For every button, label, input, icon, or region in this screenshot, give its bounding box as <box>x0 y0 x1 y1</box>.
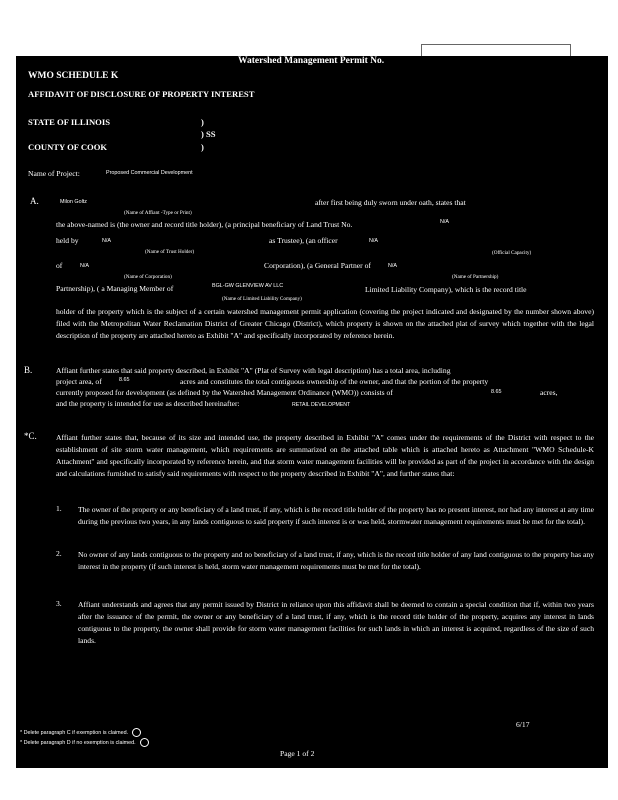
officer-value: N/A <box>369 238 378 244</box>
official-capacity-caption: (Official Capacity) <box>492 250 532 256</box>
affidavit-sheet <box>16 56 608 768</box>
llc-tail-text: Limited Liability Company), which is the record title <box>365 285 527 294</box>
of-label: of <box>56 261 63 270</box>
development-area-value: 8.65 <box>491 389 502 395</box>
form-date-code: 6/17 <box>516 720 530 729</box>
section-a-body: holder of the property which is the subject of a certain watershed management permit application (covering the project indicated and designated by the number shown above) filed with the Metropolitan Water Reclamation District of Greater Chicago (District), which property is shown on the attached plat of survey which together with the legal description of the property are attached hereto as Exhibit "A" and specifically incorporated by reference herein. <box>56 307 594 340</box>
item-3-text: Affiant understands and agrees that any permit issued by District in reliance upon this affidavit shall be deemed to contain a special condition that if, within two years after the issuance of the permit, the owner or any beneficiary of a land trust, if any, which is the record title holder of the property, acquires any interest in lands contiguous to the property, the owner shall provide for storm water management facilities for such lands in which an interest is acquired, regardless of the size of such lands. <box>78 600 594 645</box>
intended-use-value: RETAIL DEVELOPMENT <box>292 402 351 408</box>
section-b-line4: and the property is intended for use as described hereinafter: <box>56 399 240 408</box>
page-number: Page 1 of 2 <box>280 749 315 758</box>
section-b-letter: B. <box>24 365 33 375</box>
trust-holder-caption: (Name of Trust Holder) <box>145 249 195 255</box>
corporation-caption: (Name of Corporation) <box>124 274 172 280</box>
held-by-value: N/A <box>102 238 111 244</box>
item-2-text: No owner of any lands contiguous to the property and no beneficiary of a land trust, if any, which is the record title holder of any land contiguous to the property has any interest in the property (if such interest is held, storm water management requirements must be met for the total). <box>78 550 594 571</box>
as-trustee-text: as Trustee), (an officer <box>269 236 338 245</box>
footnote-d: * Delete paragraph D if no exemption is claimed. <box>20 738 149 747</box>
corporation-text: Corporation), (a General Partner of <box>264 261 371 270</box>
held-by-label: held by <box>56 236 79 245</box>
county-label: COUNTY OF COOK <box>28 142 108 152</box>
footnote-c: * Delete paragraph C if exemption is claimed. <box>20 728 141 737</box>
state-label: STATE OF ILLINOIS <box>28 117 110 127</box>
affiant-caption: (Name of Affiant -Type or Print) <box>124 210 192 216</box>
total-area-value: 8.65 <box>119 377 130 383</box>
project-area-label: project area, of <box>56 377 102 386</box>
section-a-letter: A. <box>30 196 39 206</box>
circle-mark-icon <box>140 738 149 747</box>
venue-ss: ) SS <box>201 129 216 139</box>
of-value: N/A <box>80 263 89 269</box>
partnership-caption: (Name of Partnership) <box>452 274 499 280</box>
circle-mark-icon <box>132 728 141 737</box>
item-1-text: The owner of the property or any beneficiary of a land trust, if any, which is the record title holder of the property has no present interest, nor had any interest at any time during the previous two years, in any lands contiguous to said property if such interest is or was held, stormwater management requirements must be met for the total). <box>78 505 594 526</box>
section-a-line2: the above-named is (the owner and record title holder), (a principal beneficiary of Land Trust No. <box>56 220 353 229</box>
project-name-value: Proposed Commercial Development <box>106 170 193 176</box>
item-2-number: 2. <box>56 549 62 558</box>
llc-name-value: BGL-GW GLENVIEW AV LLC <box>212 283 284 289</box>
trust-number-value: N/A <box>440 219 449 225</box>
general-partner-value: N/A <box>388 263 397 269</box>
section-c-body: Affiant further states that, because of its size and intended use, the property described in Exhibit "A" comes under the requirements of the District with respect to the establishment of site storm water management, which requirements are summarized on the attached table which is attached hereto as Attachment "WMO Schedule-K Attachment" and specifically incorporated by reference herein, and that storm water management facilities will be provided as part of the project in accordance with the design and calculations furnished to satisfy said requirements with respect to the property described in Exhibit "A", and further states that: <box>56 433 594 478</box>
section-c-letter: *C. <box>24 431 37 441</box>
section-b-line1: Affiant further states that said property described, in Exhibit "A" (Plat of Survey with legal description) has a total area, including <box>56 366 451 375</box>
venue-paren-3: ) <box>201 142 204 152</box>
section-b-line2-tail: acres and constitutes the total contiguous ownership of the owner, and that the portion of the property <box>180 377 489 386</box>
venue-paren-1: ) <box>201 117 204 127</box>
affiant-name-value: Milon Goltz <box>60 199 87 205</box>
acres-label: acres, <box>540 388 558 397</box>
partnership-line: Partnership), ( a Managing Member of <box>56 284 174 293</box>
affidavit-title: AFFIDAVIT OF DISCLOSURE OF PROPERTY INTEREST <box>28 89 255 99</box>
sworn-text: after first being duly sworn under oath, states that <box>315 198 466 207</box>
llc-caption: (Name of Limited Liability Company) <box>222 296 302 302</box>
item-3-number: 3. <box>56 599 62 608</box>
item-1-number: 1. <box>56 504 62 513</box>
permit-title: Watershed Management Permit No. <box>238 56 385 66</box>
project-label: Name of Project: <box>28 169 80 178</box>
section-b-line3: currently proposed for development (as defined by the Watershed Management Ordinance (WMO)) consists of <box>56 388 393 397</box>
schedule-title: WMO SCHEDULE K <box>28 71 119 81</box>
